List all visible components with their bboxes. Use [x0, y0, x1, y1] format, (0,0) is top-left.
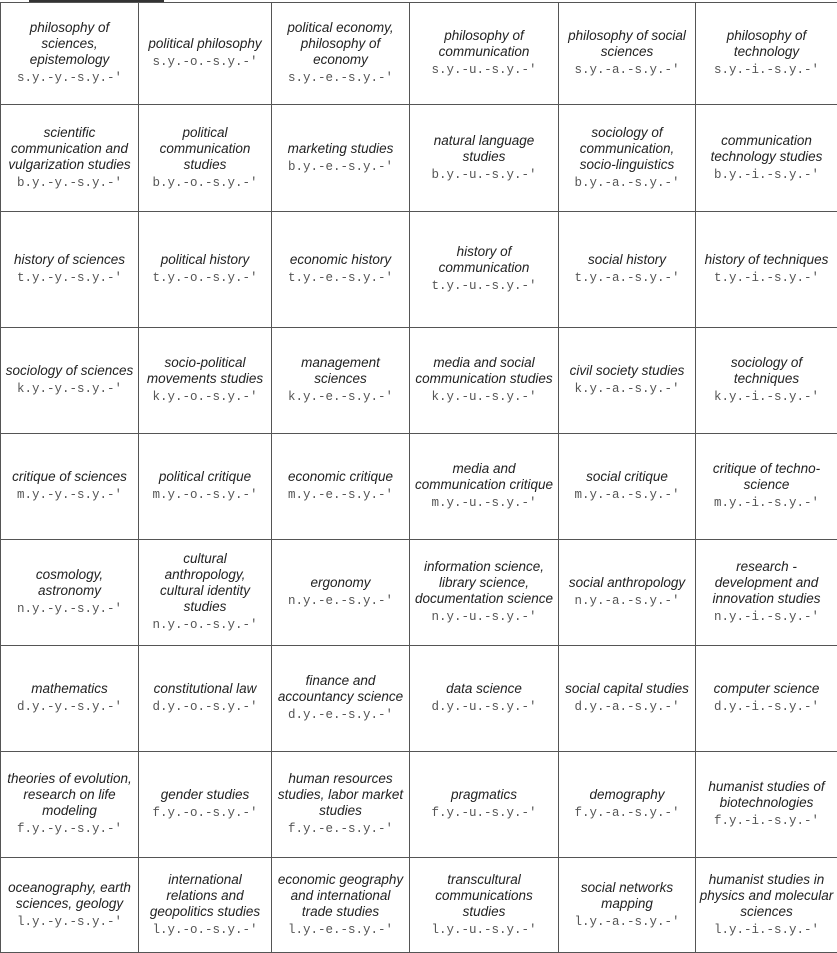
discipline-code: d.y.-a.-s.y.-': [574, 698, 679, 716]
discipline-name: humanist studies of biotechnologies: [699, 779, 834, 811]
cell-content: [142, 36, 268, 71]
discipline-name: scientific communication and vulgarization studies: [4, 125, 135, 173]
cell-content: [562, 252, 692, 287]
discipline-code: t.y.-y.-s.y.-': [17, 269, 122, 287]
discipline-code: f.y.-u.-s.y.-': [431, 804, 536, 822]
discipline-code: d.y.-u.-s.y.-': [431, 698, 536, 716]
cell-content: [4, 681, 135, 716]
discipline-name: human resources studies, labor market studies: [275, 771, 406, 819]
grid-cell: [559, 328, 696, 434]
discipline-code: l.y.-u.-s.y.-': [431, 921, 536, 939]
discipline-code: b.y.-u.-s.y.-': [431, 166, 536, 184]
cell-content: [142, 681, 268, 716]
grid-cell: [1, 3, 139, 105]
discipline-code: l.y.-e.-s.y.-': [288, 921, 393, 939]
cell-content: [699, 461, 834, 512]
discipline-code: d.y.-e.-s.y.-': [288, 706, 393, 724]
cell-content: [699, 779, 834, 830]
cell-content: [413, 244, 555, 295]
grid-cell: [410, 752, 559, 858]
discipline-name: communication technology studies: [699, 133, 834, 165]
grid-cell: [696, 3, 837, 105]
discipline-name: pragmatics: [451, 787, 517, 803]
discipline-code: f.y.-a.-s.y.-': [574, 804, 679, 822]
discipline-code: m.y.-y.-s.y.-': [17, 486, 122, 504]
cell-content: [142, 125, 268, 192]
grid-cell: [1, 752, 139, 858]
grid-cell: [410, 105, 559, 212]
grid-cell: [559, 540, 696, 646]
grid-cell: [1, 646, 139, 752]
discipline-code: t.y.-i.-s.y.-': [714, 269, 819, 287]
discipline-code: m.y.-i.-s.y.-': [714, 494, 819, 512]
grid-cell: [696, 858, 837, 953]
discipline-name: sociology of sciences: [6, 363, 134, 379]
discipline-code: n.y.-a.-s.y.-': [574, 592, 679, 610]
grid-row: [1, 328, 837, 434]
grid-cell: [139, 3, 272, 105]
discipline-code: l.y.-y.-s.y.-': [17, 913, 122, 931]
grid-cell: [410, 434, 559, 540]
grid-cell: [696, 105, 837, 212]
grid-cell: [272, 212, 410, 328]
discipline-name: history of communication: [413, 244, 555, 276]
discipline-name: demography: [589, 787, 664, 803]
grid-cell: [559, 434, 696, 540]
discipline-code: t.y.-a.-s.y.-': [574, 269, 679, 287]
discipline-name: social anthropology: [569, 575, 685, 591]
discipline-name: theories of evolution, research on life modeling: [4, 771, 135, 819]
discipline-name: cosmology, astronomy: [4, 567, 135, 599]
discipline-code: m.y.-o.-s.y.-': [152, 486, 257, 504]
discipline-code: b.y.-y.-s.y.-': [17, 174, 122, 192]
grid-cell: [696, 434, 837, 540]
grid-cell: [139, 540, 272, 646]
cell-content: [413, 133, 555, 184]
grid-cell: [272, 752, 410, 858]
grid-row: [1, 858, 837, 953]
cell-content: [562, 363, 692, 398]
cell-content: [562, 880, 692, 931]
discipline-code: s.y.-o.-s.y.-': [152, 53, 257, 71]
discipline-code: k.y.-i.-s.y.-': [714, 388, 819, 406]
cell-content: [275, 141, 406, 176]
discipline-name: sociology of communication, socio-linguistics: [562, 125, 692, 173]
cell-content: [562, 28, 692, 79]
discipline-name: social networks mapping: [562, 880, 692, 912]
discipline-name: philosophy of social sciences: [562, 28, 692, 60]
grid-cell: [559, 752, 696, 858]
discipline-name: philosophy of technology: [699, 28, 834, 60]
cell-content: [142, 872, 268, 939]
grid-row: [1, 3, 837, 105]
discipline-name: cultural anthropology, cultural identity studies: [142, 551, 268, 615]
cell-content: [275, 469, 406, 504]
discipline-name: critique of sciences: [12, 469, 127, 485]
cell-content: [4, 252, 135, 287]
discipline-name: history of sciences: [14, 252, 125, 268]
grid-cell: [272, 858, 410, 953]
discipline-name: social critique: [586, 469, 668, 485]
cell-content: [4, 125, 135, 192]
discipline-grid: [0, 2, 837, 953]
discipline-name: constitutional law: [154, 681, 257, 697]
cell-content: [562, 681, 692, 716]
discipline-code: b.y.-e.-s.y.-': [288, 158, 393, 176]
discipline-name: economic critique: [288, 469, 393, 485]
discipline-name: oceanography, earth sciences, geology: [4, 880, 135, 912]
grid-cell: [272, 646, 410, 752]
cell-content: [4, 567, 135, 618]
discipline-name: sociology of techniques: [699, 355, 834, 387]
discipline-code: b.y.-o.-s.y.-': [152, 174, 257, 192]
grid-cell: [139, 752, 272, 858]
discipline-code: b.y.-a.-s.y.-': [574, 174, 679, 192]
discipline-code: n.y.-o.-s.y.-': [152, 616, 257, 634]
cell-content: [275, 20, 406, 87]
discipline-code: s.y.-u.-s.y.-': [431, 61, 536, 79]
discipline-name: political philosophy: [148, 36, 261, 52]
cell-content: [4, 363, 135, 398]
cell-content: [413, 559, 555, 626]
discipline-code: t.y.-u.-s.y.-': [431, 277, 536, 295]
discipline-code: s.y.-i.-s.y.-': [714, 61, 819, 79]
cell-content: [142, 469, 268, 504]
discipline-name: economic geography and international trade studies: [275, 872, 406, 920]
cell-content: [4, 469, 135, 504]
discipline-code: s.y.-a.-s.y.-': [574, 61, 679, 79]
discipline-code: k.y.-u.-s.y.-': [431, 388, 536, 406]
cell-content: [413, 355, 555, 406]
cell-content: [4, 771, 135, 838]
discipline-code: d.y.-y.-s.y.-': [17, 698, 122, 716]
discipline-name: philosophy of sciences, epistemology: [4, 20, 135, 68]
grid-cell: [1, 105, 139, 212]
discipline-name: finance and accountancy science: [275, 673, 406, 705]
grid-cell: [410, 212, 559, 328]
discipline-code: m.y.-e.-s.y.-': [288, 486, 393, 504]
grid-cell: [1, 212, 139, 328]
grid-cell: [559, 3, 696, 105]
discipline-code: f.y.-o.-s.y.-': [152, 804, 257, 822]
grid-cell: [696, 540, 837, 646]
discipline-name: information science, library science, documentation science: [413, 559, 555, 607]
discipline-name: natural language studies: [413, 133, 555, 165]
discipline-name: marketing studies: [288, 141, 394, 157]
grid-cell: [272, 328, 410, 434]
cell-content: [562, 787, 692, 822]
cell-content: [4, 20, 135, 87]
discipline-code: t.y.-o.-s.y.-': [152, 269, 257, 287]
grid-row: [1, 752, 837, 858]
grid-row: [1, 212, 837, 328]
grid-cell: [696, 646, 837, 752]
cell-content: [699, 355, 834, 406]
grid-row: [1, 434, 837, 540]
discipline-code: k.y.-o.-s.y.-': [152, 388, 257, 406]
discipline-name: social history: [588, 252, 666, 268]
grid-cell: [272, 434, 410, 540]
cell-content: [562, 575, 692, 610]
cell-content: [142, 355, 268, 406]
grid-cell: [139, 105, 272, 212]
discipline-code: d.y.-o.-s.y.-': [152, 698, 257, 716]
discipline-code: k.y.-a.-s.y.-': [574, 380, 679, 398]
discipline-name: history of techniques: [705, 252, 829, 268]
cell-content: [275, 872, 406, 939]
discipline-code: m.y.-u.-s.y.-': [431, 494, 536, 512]
discipline-name: international relations and geopolitics studies: [142, 872, 268, 920]
grid-cell: [272, 3, 410, 105]
cell-content: [413, 28, 555, 79]
cell-content: [413, 787, 555, 822]
discipline-name: social capital studies: [565, 681, 689, 697]
grid-cell: [559, 858, 696, 953]
grid-cell: [559, 646, 696, 752]
discipline-code: f.y.-e.-s.y.-': [288, 820, 393, 838]
grid-row: [1, 105, 837, 212]
discipline-name: mathematics: [31, 681, 108, 697]
grid-cell: [410, 646, 559, 752]
discipline-name: computer science: [714, 681, 820, 697]
discipline-code: n.y.-y.-s.y.-': [17, 600, 122, 618]
discipline-code: n.y.-u.-s.y.-': [431, 608, 536, 626]
discipline-name: research - development and innovation studies: [699, 559, 834, 607]
discipline-code: l.y.-a.-s.y.-': [574, 913, 679, 931]
cell-content: [413, 681, 555, 716]
discipline-name: gender studies: [161, 787, 250, 803]
discipline-code: k.y.-y.-s.y.-': [17, 380, 122, 398]
discipline-code: d.y.-i.-s.y.-': [714, 698, 819, 716]
cell-content: [562, 469, 692, 504]
grid-cell: [410, 540, 559, 646]
discipline-name: media and social communication studies: [413, 355, 555, 387]
grid-cell: [410, 3, 559, 105]
grid-cell: [559, 212, 696, 328]
cell-content: [699, 681, 834, 716]
grid-cell: [139, 434, 272, 540]
discipline-name: political critique: [159, 469, 251, 485]
cell-content: [562, 125, 692, 192]
discipline-name: political economy, philosophy of economy: [275, 20, 406, 68]
grid-cell: [1, 434, 139, 540]
grid-row: [1, 540, 837, 646]
cell-content: [699, 28, 834, 79]
discipline-name: philosophy of communication: [413, 28, 555, 60]
cell-content: [142, 787, 268, 822]
cell-content: [4, 880, 135, 931]
discipline-code: l.y.-i.-s.y.-': [714, 921, 819, 939]
cell-content: [413, 872, 555, 939]
discipline-name: political communication studies: [142, 125, 268, 173]
discipline-code: f.y.-y.-s.y.-': [17, 820, 122, 838]
discipline-name: media and communication critique: [413, 461, 555, 493]
cell-content: [142, 551, 268, 634]
discipline-name: critique of techno-science: [699, 461, 834, 493]
cell-content: [275, 673, 406, 724]
grid-cell: [272, 540, 410, 646]
discipline-code: l.y.-o.-s.y.-': [152, 921, 257, 939]
grid-cell: [139, 646, 272, 752]
discipline-code: m.y.-a.-s.y.-': [574, 486, 679, 504]
discipline-name: transcultural communications studies: [413, 872, 555, 920]
discipline-code: n.y.-e.-s.y.-': [288, 592, 393, 610]
discipline-name: management sciences: [275, 355, 406, 387]
grid-cell: [696, 752, 837, 858]
cell-content: [275, 771, 406, 838]
cell-content: [699, 133, 834, 184]
grid-cell: [1, 540, 139, 646]
cell-content: [275, 575, 406, 610]
grid-cell: [410, 328, 559, 434]
discipline-name: ergonomy: [310, 575, 370, 591]
discipline-name: political history: [161, 252, 250, 268]
grid-cell: [559, 105, 696, 212]
cell-content: [699, 559, 834, 626]
grid-cell: [696, 212, 837, 328]
discipline-code: k.y.-e.-s.y.-': [288, 388, 393, 406]
discipline-name: civil society studies: [570, 363, 685, 379]
discipline-code: b.y.-i.-s.y.-': [714, 166, 819, 184]
discipline-name: socio-political movements studies: [142, 355, 268, 387]
discipline-name: humanist studies in physics and molecular sciences: [699, 872, 834, 920]
grid-cell: [1, 858, 139, 953]
cell-content: [142, 252, 268, 287]
discipline-name: economic history: [290, 252, 391, 268]
cell-content: [275, 252, 406, 287]
discipline-name: data science: [446, 681, 522, 697]
discipline-code: s.y.-e.-s.y.-': [288, 69, 393, 87]
cell-content: [413, 461, 555, 512]
grid-cell: [139, 328, 272, 434]
discipline-code: n.y.-i.-s.y.-': [714, 608, 819, 626]
grid-cell: [696, 328, 837, 434]
grid-cell: [272, 105, 410, 212]
discipline-code: f.y.-i.-s.y.-': [714, 812, 819, 830]
grid-cell: [139, 212, 272, 328]
grid-row: [1, 646, 837, 752]
discipline-code: t.y.-e.-s.y.-': [288, 269, 393, 287]
grid-cell: [410, 858, 559, 953]
cell-content: [699, 252, 834, 287]
discipline-code: s.y.-y.-s.y.-': [17, 69, 122, 87]
grid-cell: [139, 858, 272, 953]
cell-content: [275, 355, 406, 406]
cell-content: [699, 872, 834, 939]
grid-cell: [1, 328, 139, 434]
